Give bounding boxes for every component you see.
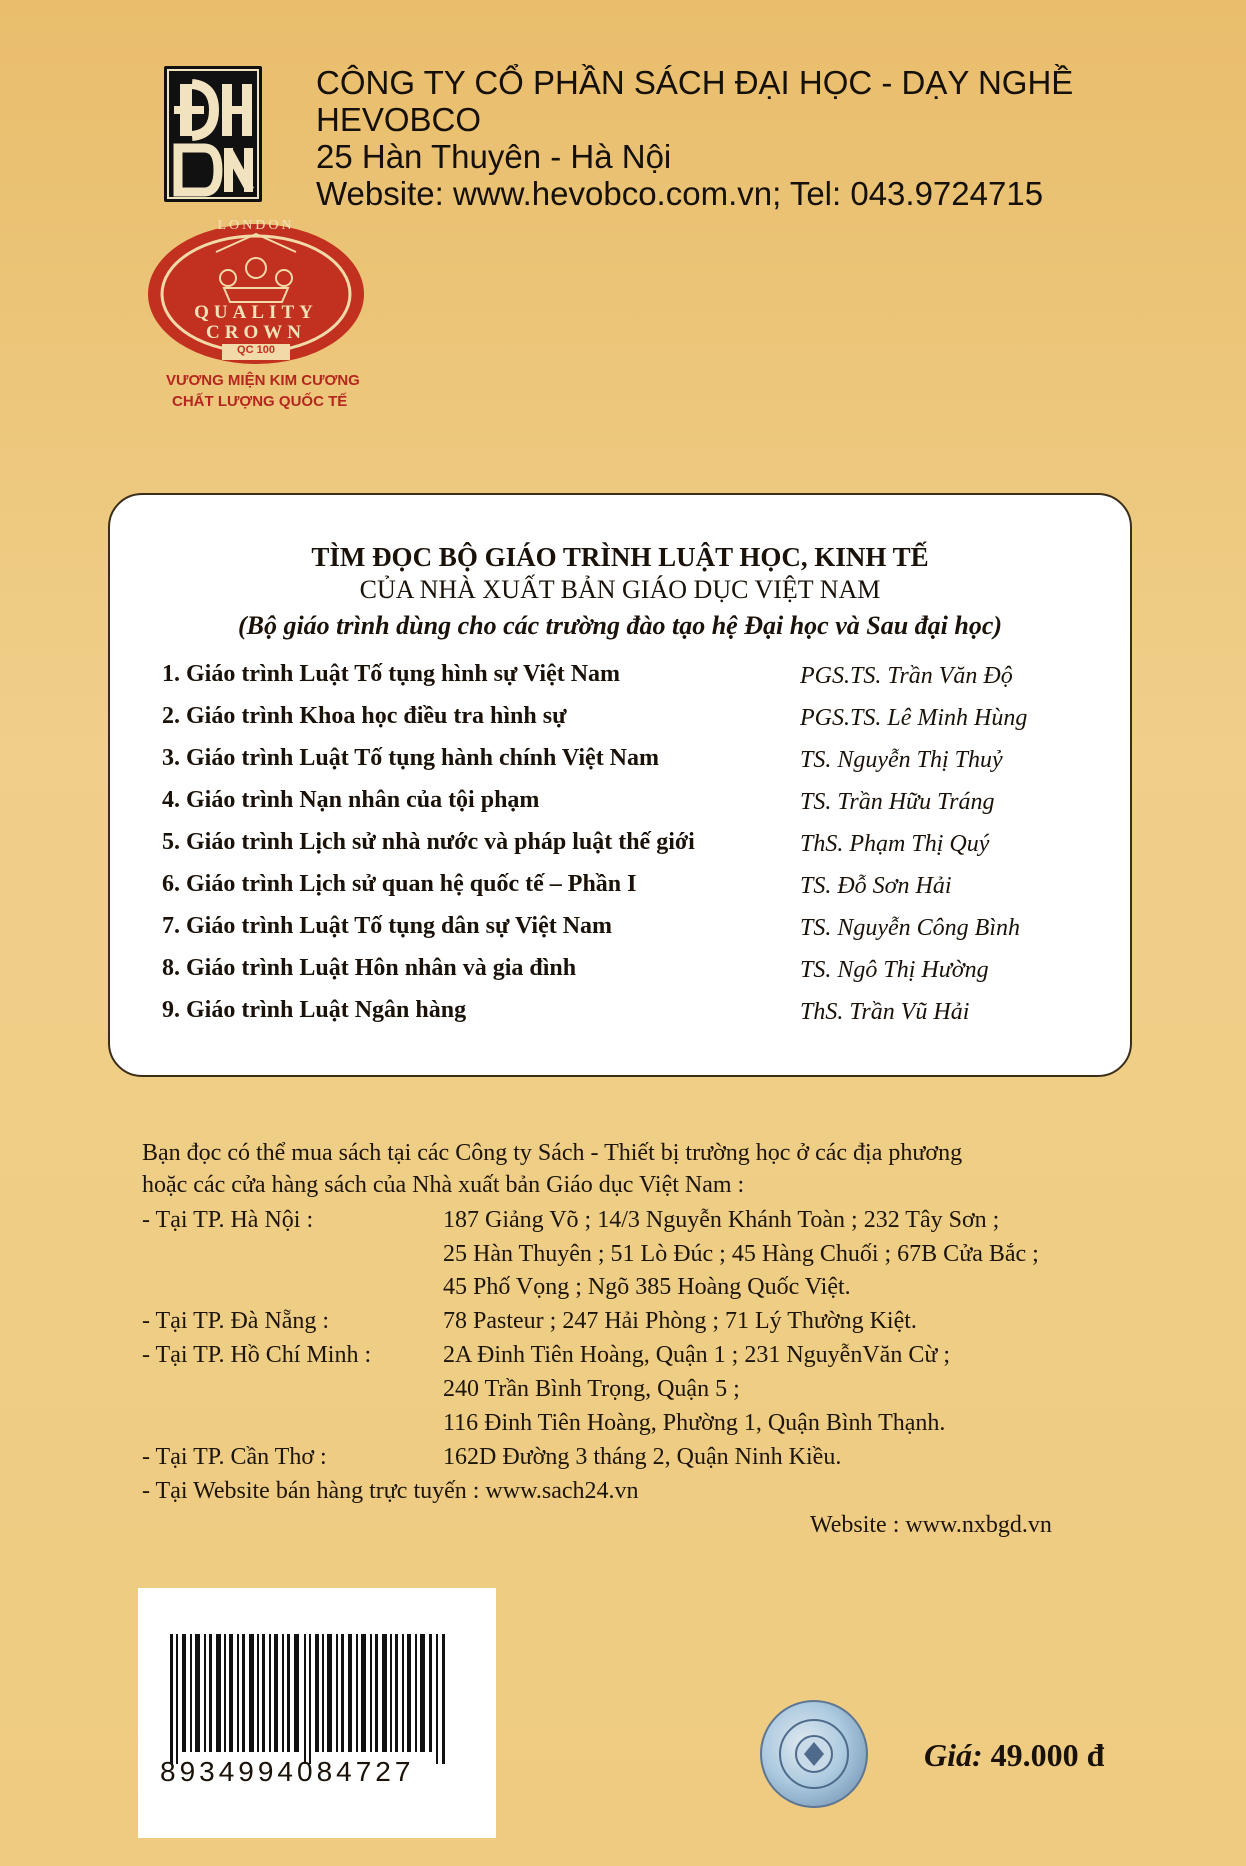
badge-arc-text: LONDON	[217, 218, 295, 233]
publisher-contact: Website: www.hevobco.com.vn; Tel: 043.9724715	[316, 175, 1044, 212]
hanoi-address: 187 Giảng Võ ; 14/3 Nguyễn Khánh Toàn ; 232 Tây Sơn ;	[443, 1207, 1000, 1233]
distribution-intro: Bạn đọc có thể mua sách tại các Công ty Sách - Thiết bị trường học ở các địa phương	[142, 1140, 963, 1166]
book-title: 2. Giáo trình Khoa học điều tra hình sự	[162, 703, 567, 729]
publisher-name: CÔNG TY CỔ PHẦN SÁCH ĐẠI HỌC - DẠY NGHỀ	[316, 64, 1074, 101]
book-author: PGS.TS. Trần Văn Độ	[800, 663, 1013, 689]
quality-crown-badge	[146, 218, 366, 368]
online-store: - Tại Website bán hàng trực tuyến : www.sach24.vn	[142, 1478, 639, 1504]
book-author: TS. Nguyễn Công Bình	[800, 915, 1020, 941]
hanoi-label: - Tại TP. Hà Nội :	[142, 1207, 314, 1233]
badge-caption-2: CHẤT LƯỢNG QUỐC TẾ	[172, 393, 348, 410]
hologram-seal-icon	[760, 1700, 868, 1808]
book-author: TS. Nguyễn Thị Thuỷ	[800, 747, 1003, 773]
publisher-address: 25 Hàn Thuyên - Hà Nội	[316, 138, 672, 175]
barcode-icon	[138, 1588, 496, 1838]
book-title: 1. Giáo trình Luật Tố tụng hình sự Việt Nam	[162, 661, 621, 687]
panel-title: TÌM ĐỌC BỘ GIÁO TRÌNH LUẬT HỌC, KINH TẾ	[311, 542, 929, 572]
price-value: 49.000 đ	[990, 1737, 1105, 1773]
danang-address: 78 Pasteur ; 247 Hải Phòng ; 71 Lý Thường Kiệt.	[443, 1308, 917, 1334]
cantho-label: - Tại TP. Cần Thơ :	[142, 1444, 327, 1470]
book-list-panel	[108, 493, 1132, 1077]
hcm-address: 116 Đinh Tiên Hoàng, Phường 1, Quận Bình Thạnh.	[443, 1410, 946, 1436]
hcm-address: 240 Trần Bình Trọng, Quận 5 ;	[443, 1376, 740, 1402]
book-author: ThS. Trần Vũ Hải	[800, 999, 970, 1025]
barcode-number: 8934994084727	[160, 1756, 415, 1787]
book-author: TS. Đỗ Sơn Hải	[800, 873, 952, 899]
hologram-pattern	[762, 1702, 866, 1806]
book-title: 6. Giáo trình Lịch sử quan hệ quốc tế – Phần I	[162, 871, 637, 897]
book-title: 7. Giáo trình Luật Tố tụng dân sự Việt Nam	[162, 913, 613, 939]
panel-title-2: CỦA NHÀ XUẤT BẢN GIÁO DỤC VIỆT NAM	[359, 575, 881, 604]
book-title: 9. Giáo trình Luật Ngân hàng	[162, 997, 467, 1023]
badge-code: QC 100	[237, 344, 275, 356]
publisher-logo	[164, 66, 262, 202]
hcm-address: 2A Đinh Tiên Hoàng, Quận 1 ; 231 NguyễnVăn Cừ ;	[443, 1342, 950, 1368]
publisher-logo-mark	[164, 66, 262, 202]
panel-subtitle: (Bộ giáo trình dùng cho các trường đào tạo hệ Đại học và Sau đại học)	[237, 611, 1003, 640]
hcm-label: - Tại TP. Hồ Chí Minh :	[142, 1342, 372, 1368]
publisher-brand: HEVOBCO	[316, 101, 482, 138]
distribution-intro-2: hoặc các cửa hàng sách của Nhà xuất bản Giáo dục Việt Nam :	[142, 1172, 745, 1198]
hanoi-address: 45 Phố Vọng ; Ngõ 385 Hoàng Quốc Việt.	[443, 1274, 851, 1300]
book-title: 4. Giáo trình Nạn nhân của tội phạm	[162, 787, 540, 813]
badge-caption-1: VƯƠNG MIỆN KIM CƯƠNG	[166, 372, 360, 389]
danang-label: - Tại TP. Đà Nẵng :	[142, 1308, 330, 1334]
barcode-label	[138, 1588, 496, 1838]
hanoi-address: 25 Hàn Thuyên ; 51 Lò Đúc ; 45 Hàng Chuối ; 67B Cửa Bắc ;	[443, 1241, 1039, 1267]
badge-line1: QUALITY	[194, 302, 318, 323]
book-title: 8. Giáo trình Luật Hôn nhân và gia đình	[162, 955, 577, 981]
cantho-address: 162D Đường 3 tháng 2, Quận Ninh Kiều.	[443, 1444, 842, 1470]
price	[924, 1737, 1104, 1774]
price-label: Giá:	[924, 1737, 983, 1773]
book-title: 3. Giáo trình Luật Tố tụng hành chính Việt Nam	[162, 745, 660, 771]
badge-line2: CROWN	[206, 322, 306, 343]
book-author: TS. Trần Hữu Tráng	[800, 789, 995, 815]
book-author: TS. Ngô Thị Hường	[800, 957, 989, 983]
book-author: ThS. Phạm Thị Quý	[800, 831, 990, 857]
book-author: PGS.TS. Lê Minh Hùng	[800, 705, 1028, 731]
publisher-website: Website : www.nxbgd.vn	[810, 1512, 1052, 1538]
book-title: 5. Giáo trình Lịch sử nhà nước và pháp luật thế giới	[162, 829, 695, 855]
